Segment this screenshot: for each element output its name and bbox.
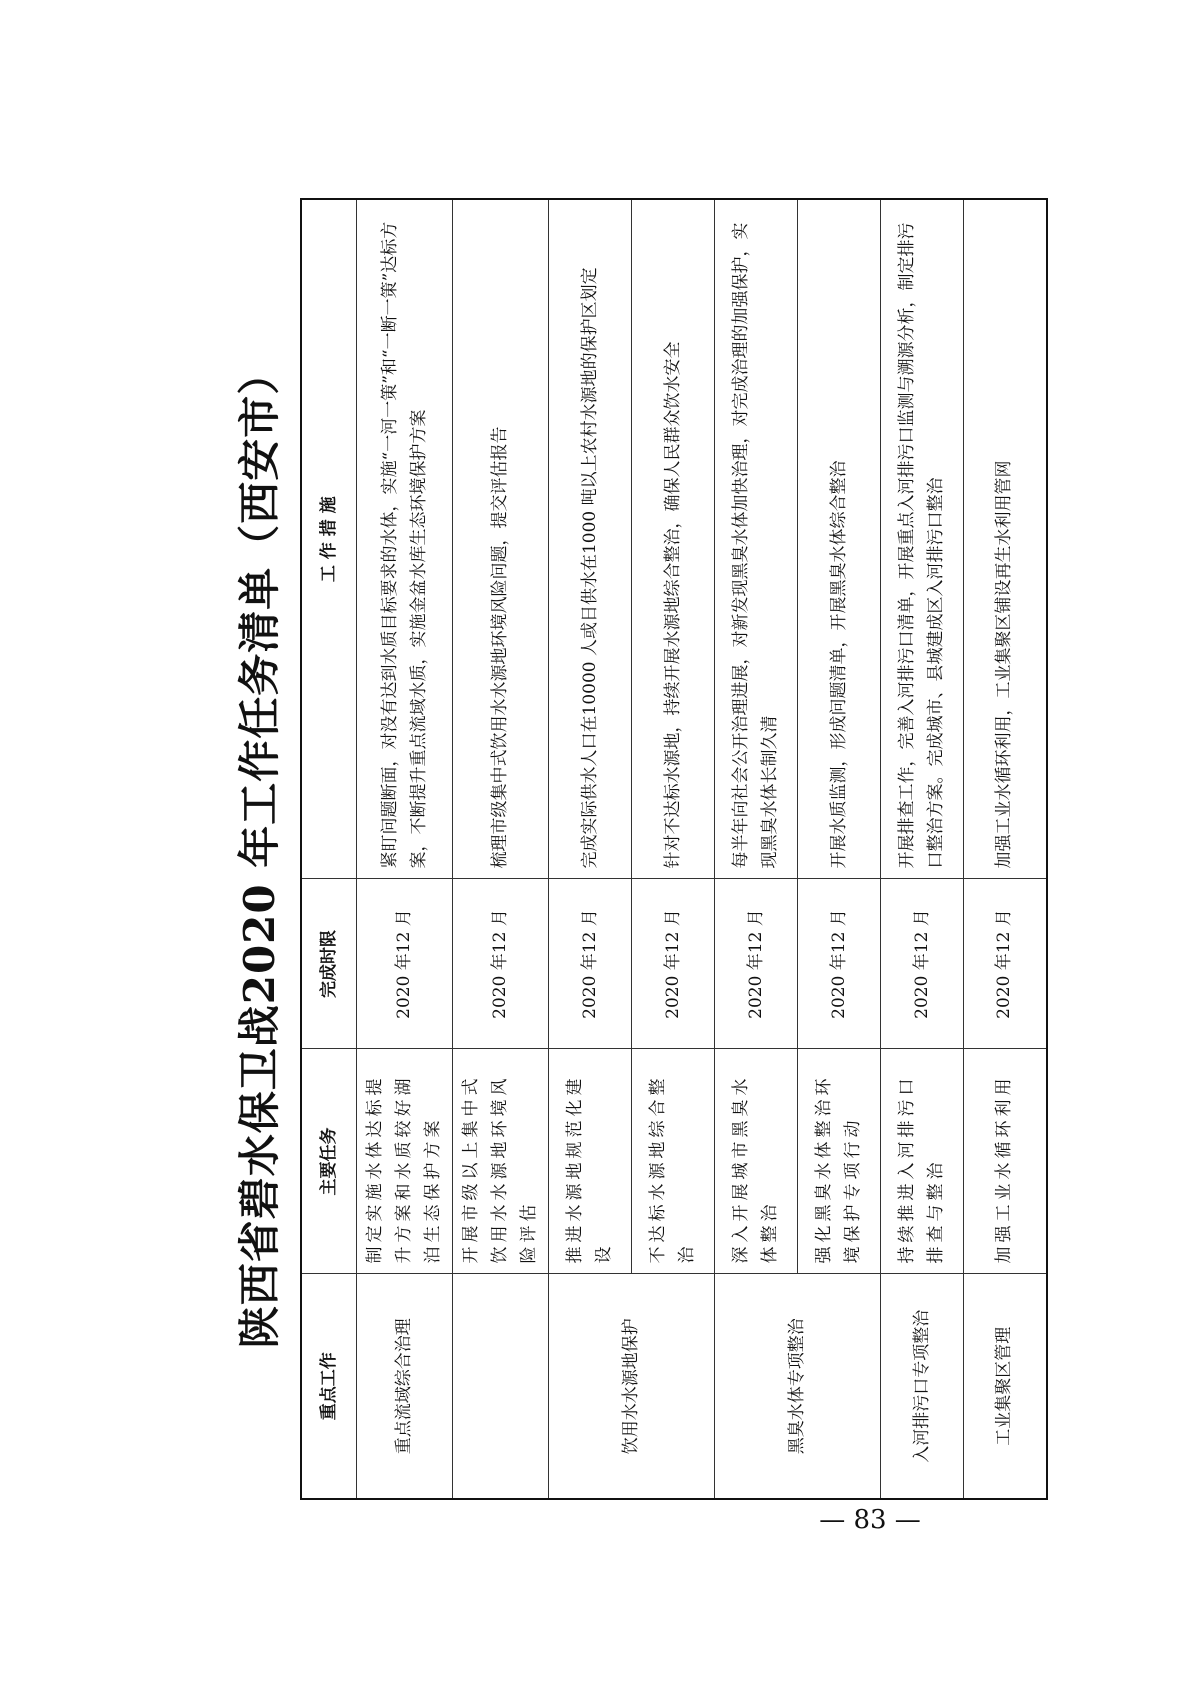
task-table xyxy=(300,198,1048,1500)
measures-cell: 梳理市级集中式饮用水水源地环境风险问题，提交评估报告 xyxy=(453,199,549,879)
header-deadline: 完成时限 xyxy=(301,879,357,1049)
page-number: — 83 — xyxy=(819,1505,921,1535)
measures-cell: 完成实际供水人口在10000 人或日供水在1000 吨以上农村水源地的保护区划定 xyxy=(549,199,632,879)
table-row xyxy=(549,199,632,1499)
page-title: 陕西省碧水保卫战2020 年工作任务清单（西安市） xyxy=(235,351,284,1349)
table-row xyxy=(881,199,964,1499)
main-task-cell: 强化黑臭水体整治环境保护专项行动 xyxy=(798,1049,881,1274)
deadline-cell: 2020 年12 月 xyxy=(357,879,453,1049)
rotated-page-content xyxy=(230,200,1190,1500)
main-task-cell: 制定实施水体达标提升方案和水质较好湖泊生态保护方案 xyxy=(357,1049,453,1274)
measures-cell: 加强工业水循环利用，工业集聚区铺设再生水利用管网 xyxy=(964,199,1047,879)
header-key-work: 重点工作 xyxy=(301,1274,357,1499)
main-task-cell: 持续推进入河排污口排查与整治 xyxy=(881,1049,964,1274)
main-task-cell: 开展市级以上集中式饮用水水源地环境风险评估 xyxy=(453,1049,549,1274)
measures-cell: 每半年向社会公开治理进展，对新发现黑臭水体加快治理，对完成治理的加强保护，实现黑臭水体长制久清 xyxy=(715,199,798,879)
deadline-cell: 2020 年12 月 xyxy=(632,879,715,1049)
key-work-cell: 饮用水水源地保护 xyxy=(549,1274,715,1499)
key-work-cell: 工业集聚区管理 xyxy=(964,1274,1047,1499)
table-row xyxy=(357,199,453,1499)
key-work-cell: 入河排污口专项整治 xyxy=(881,1274,964,1499)
table-row xyxy=(453,199,549,1499)
table-row xyxy=(964,199,1047,1499)
main-task-cell: 加强工业水循环利用 xyxy=(964,1049,1047,1274)
measures-cell: 针对不达标水源地，持续开展水源地综合整治，确保人民群众饮水安全 xyxy=(632,199,715,879)
deadline-cell: 2020 年12 月 xyxy=(453,879,549,1049)
deadline-cell: 2020 年12 月 xyxy=(881,879,964,1049)
header-measures: 工 作 措 施 xyxy=(301,199,357,879)
key-work-cell-empty xyxy=(453,1274,549,1499)
table-header-row xyxy=(301,199,357,1499)
measures-cell: 紧盯问题断面，对没有达到水质目标要求的水体，实施“一河一策”和“一断一策”达标方案，不断提升重点流域水质，实施金盆水库生态环境保护方案 xyxy=(357,199,453,879)
deadline-cell: 2020 年12 月 xyxy=(715,879,798,1049)
key-work-cell: 黑臭水体专项整治 xyxy=(715,1274,881,1499)
deadline-cell: 2020 年12 月 xyxy=(964,879,1047,1049)
main-task-cell: 推进水源地规范化建设 xyxy=(549,1049,632,1274)
main-task-cell: 深入开展城市黑臭水体整治 xyxy=(715,1049,798,1274)
key-work-cell: 重点流域综合治理 xyxy=(357,1274,453,1499)
deadline-cell: 2020 年12 月 xyxy=(549,879,632,1049)
header-main-task: 主要任务 xyxy=(301,1049,357,1274)
main-task-cell: 不达标水源地综合整治 xyxy=(632,1049,715,1274)
measures-cell: 开展水质监测，形成问题清单，开展黑臭水体综合整治 xyxy=(798,199,881,879)
table-row xyxy=(715,199,798,1499)
deadline-cell: 2020 年12 月 xyxy=(798,879,881,1049)
measures-cell: 开展排查工作，完善入河排污口清单，开展重点入河排污口监测与溯源分析，制定排污口整治方案。完成城市、县城建成区入河排污口整治 xyxy=(881,199,964,879)
